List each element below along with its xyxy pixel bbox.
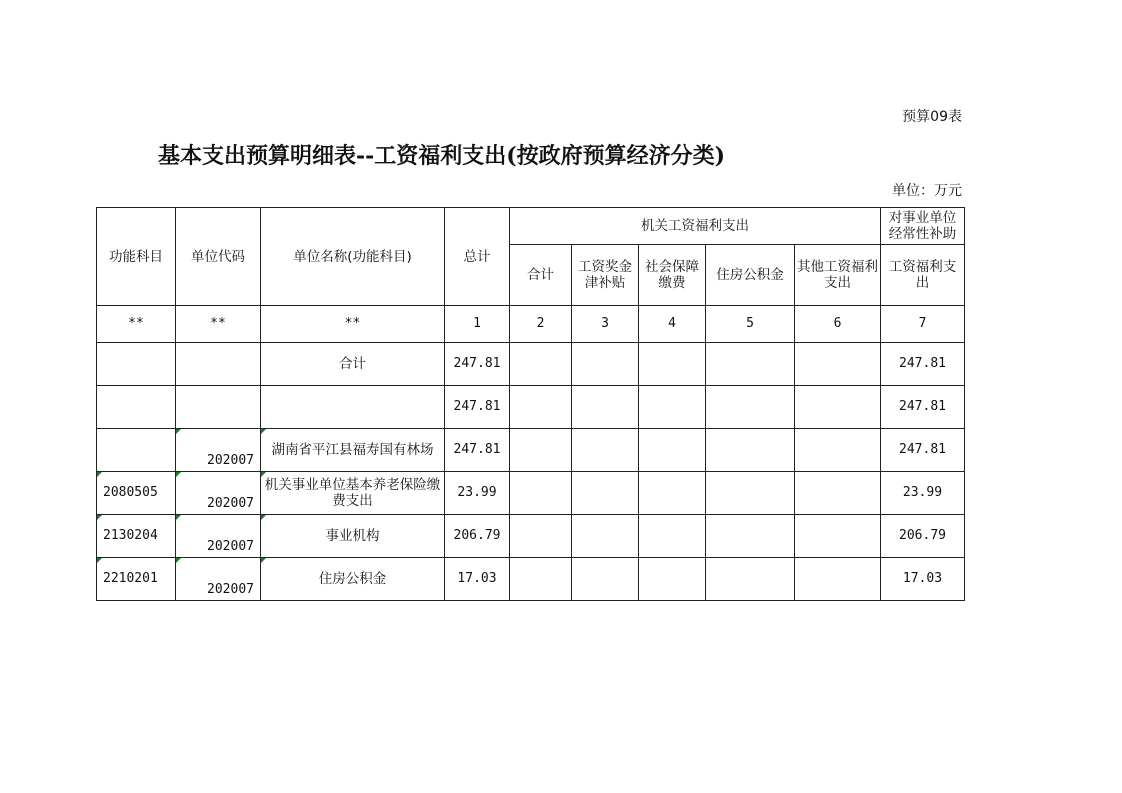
unit-code-cell bbox=[176, 386, 261, 429]
header-unit-code: 单位代码 bbox=[176, 208, 261, 306]
table-row bbox=[97, 343, 965, 386]
unit-name-cell bbox=[261, 515, 445, 558]
unit-name-cell: 合计 bbox=[261, 343, 445, 386]
func-code-text: 2130204 bbox=[103, 528, 158, 543]
index-cell: 6 bbox=[795, 306, 881, 343]
header-unit-name: 单位名称(功能科目) bbox=[261, 208, 445, 306]
cell-marker bbox=[261, 472, 266, 477]
social-cell bbox=[639, 515, 706, 558]
table-row bbox=[97, 558, 965, 601]
table-row bbox=[97, 472, 965, 515]
wage-cell bbox=[572, 343, 639, 386]
func-code-cell bbox=[97, 343, 176, 386]
header-wage: 工资奖金津补贴 bbox=[572, 245, 639, 306]
unit-name-cell bbox=[261, 429, 445, 472]
index-cell: ** bbox=[176, 306, 261, 343]
header-org-group: 机关工资福利支出 bbox=[510, 208, 881, 245]
org-sum-cell bbox=[510, 343, 572, 386]
total-cell: 247.81 bbox=[445, 386, 510, 429]
unit-code-text: 202007 bbox=[207, 453, 254, 468]
subsidy-cell: 17.03 bbox=[881, 558, 965, 601]
unit-code-cell bbox=[176, 343, 261, 386]
unit-code-cell bbox=[176, 472, 261, 515]
cell-marker bbox=[176, 429, 181, 434]
unit-code-text: 202007 bbox=[207, 582, 254, 597]
unit-name-text: 住房公积金 bbox=[318, 571, 387, 587]
page-title: 基本支出预算明细表--工资福利支出(按政府预算经济分类) bbox=[158, 143, 726, 169]
index-cell: 1 bbox=[445, 306, 510, 343]
unit-code-cell bbox=[176, 429, 261, 472]
other-cell bbox=[795, 472, 881, 515]
org-sum-cell bbox=[510, 515, 572, 558]
other-cell bbox=[795, 558, 881, 601]
unit-name-text: 湖南省平江县福寿国有林场 bbox=[271, 442, 434, 458]
table-row bbox=[97, 515, 965, 558]
table-row bbox=[97, 429, 965, 472]
org-sum-cell bbox=[510, 558, 572, 601]
subsidy-cell: 247.81 bbox=[881, 386, 965, 429]
total-cell: 247.81 bbox=[445, 343, 510, 386]
cell-marker bbox=[97, 558, 102, 563]
func-code-text: 2080505 bbox=[103, 485, 158, 500]
social-cell bbox=[639, 429, 706, 472]
cell-marker bbox=[176, 515, 181, 520]
func-code-cell bbox=[97, 472, 176, 515]
index-cell: 5 bbox=[706, 306, 795, 343]
housing-cell bbox=[706, 343, 795, 386]
header-func-subject: 功能科目 bbox=[97, 208, 176, 306]
unit-code-text: 202007 bbox=[207, 539, 254, 554]
unit-name-cell bbox=[261, 472, 445, 515]
budget-table bbox=[96, 207, 965, 601]
header-org-sum: 合计 bbox=[510, 245, 572, 306]
total-cell: 247.81 bbox=[445, 429, 510, 472]
subsidy-cell: 23.99 bbox=[881, 472, 965, 515]
unit-label: 单位：万元 bbox=[892, 183, 962, 199]
index-cell: 2 bbox=[510, 306, 572, 343]
total-cell: 206.79 bbox=[445, 515, 510, 558]
func-code-cell bbox=[97, 429, 176, 472]
index-cell: ** bbox=[261, 306, 445, 343]
func-code-text: 2210201 bbox=[103, 571, 158, 586]
housing-cell bbox=[706, 558, 795, 601]
housing-cell bbox=[706, 429, 795, 472]
header-subsidy-group: 对事业单位经常性补助 bbox=[881, 208, 965, 245]
wage-cell bbox=[572, 429, 639, 472]
subsidy-cell: 247.81 bbox=[881, 343, 965, 386]
cell-marker bbox=[261, 429, 266, 434]
unit-code-text: 202007 bbox=[207, 496, 254, 511]
housing-cell bbox=[706, 472, 795, 515]
housing-cell bbox=[706, 515, 795, 558]
other-cell bbox=[795, 386, 881, 429]
index-cell: 3 bbox=[572, 306, 639, 343]
header-total: 总计 bbox=[445, 208, 510, 306]
func-code-cell bbox=[97, 515, 176, 558]
org-sum-cell bbox=[510, 386, 572, 429]
total-cell: 23.99 bbox=[445, 472, 510, 515]
cell-marker bbox=[176, 558, 181, 563]
index-cell: ** bbox=[97, 306, 176, 343]
func-code-cell bbox=[97, 386, 176, 429]
unit-name-text: 机关事业单位基本养老保险缴费支出 bbox=[264, 477, 441, 509]
cell-marker bbox=[97, 472, 102, 477]
index-row bbox=[97, 306, 965, 343]
unit-code-cell bbox=[176, 515, 261, 558]
header-row-1 bbox=[97, 208, 965, 245]
social-cell bbox=[639, 558, 706, 601]
index-cell: 7 bbox=[881, 306, 965, 343]
unit-code-cell bbox=[176, 558, 261, 601]
header-subsidy-wage: 工资福利支出 bbox=[881, 245, 965, 306]
cell-marker bbox=[261, 515, 266, 520]
wage-cell bbox=[572, 472, 639, 515]
social-cell bbox=[639, 343, 706, 386]
housing-cell bbox=[706, 386, 795, 429]
social-cell bbox=[639, 386, 706, 429]
table-row bbox=[97, 386, 965, 429]
index-cell: 4 bbox=[639, 306, 706, 343]
org-sum-cell bbox=[510, 429, 572, 472]
other-cell bbox=[795, 515, 881, 558]
org-sum-cell bbox=[510, 472, 572, 515]
total-cell: 17.03 bbox=[445, 558, 510, 601]
subsidy-cell: 247.81 bbox=[881, 429, 965, 472]
header-housing: 住房公积金 bbox=[706, 245, 795, 306]
unit-name-text: 事业机构 bbox=[325, 528, 380, 544]
other-cell bbox=[795, 429, 881, 472]
func-code-cell bbox=[97, 558, 176, 601]
cell-marker bbox=[261, 558, 266, 563]
unit-name-cell bbox=[261, 386, 445, 429]
other-cell bbox=[795, 343, 881, 386]
header-other: 其他工资福利支出 bbox=[795, 245, 881, 306]
wage-cell bbox=[572, 515, 639, 558]
cell-marker bbox=[97, 515, 102, 520]
social-cell bbox=[639, 472, 706, 515]
wage-cell bbox=[572, 558, 639, 601]
table-code: 预算09表 bbox=[902, 109, 962, 125]
cell-marker bbox=[176, 472, 181, 477]
header-social: 社会保障缴费 bbox=[639, 245, 706, 306]
unit-name-cell bbox=[261, 558, 445, 601]
wage-cell bbox=[572, 386, 639, 429]
subsidy-cell: 206.79 bbox=[881, 515, 965, 558]
